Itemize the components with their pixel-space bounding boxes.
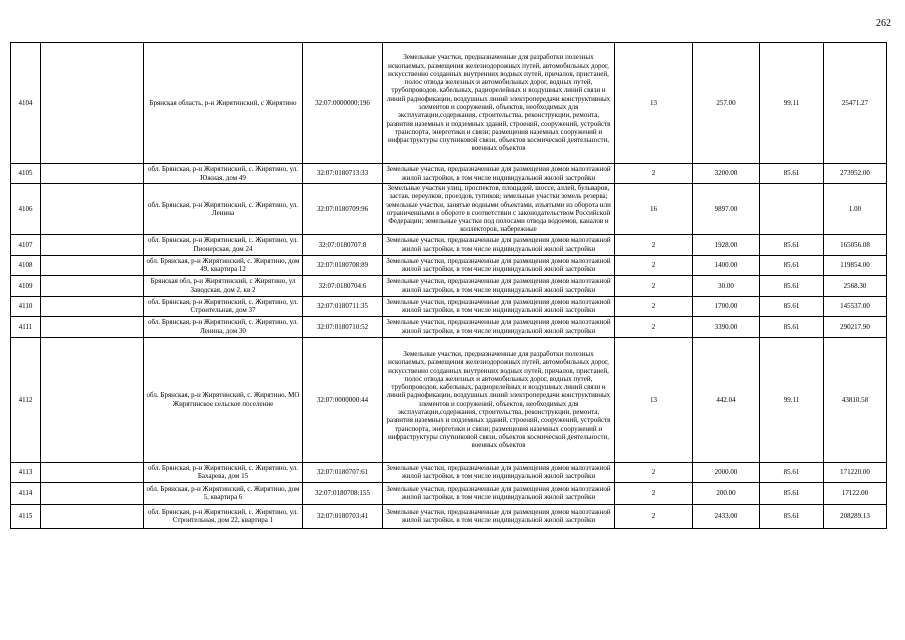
- cadastral-value-cell: 165056.08: [824, 234, 887, 255]
- table-row: [11, 164, 887, 184]
- land-use-description-cell: Земельные участки, предназначенные для размещения домов малоэтажной жилой застройки, в том числе индивидуальной жилой застройки: [383, 504, 615, 528]
- cadastral-value-cell: 171220.00: [824, 462, 887, 482]
- row-number: 4115: [11, 504, 41, 528]
- land-use-code-cell: 2: [615, 504, 693, 528]
- table-row: [11, 234, 887, 255]
- address-cell: обл. Брянская, р-н Жирятинский, с. Жирятино, ул. Ленина: [144, 184, 303, 235]
- land-use-code-cell: 2: [615, 234, 693, 255]
- rate-cell: 85.61: [760, 316, 824, 337]
- land-plots-table: [10, 42, 887, 529]
- rate-cell: 85.61: [760, 164, 824, 184]
- area-cell: 3390.00: [693, 316, 760, 337]
- rate-cell: 85.61: [760, 255, 824, 275]
- cadastral-value-cell: 145537.00: [824, 296, 887, 316]
- blank-cell: [41, 255, 144, 275]
- area-cell: 2433.00: [693, 504, 760, 528]
- cadastral-number-cell: 32:07:0000000:196: [303, 43, 383, 164]
- cadastral-number-cell: 32:07:0180707:61: [303, 462, 383, 482]
- rate-cell: 99.11: [760, 43, 824, 164]
- cadastral-number-cell: 32:07:0180710:52: [303, 316, 383, 337]
- area-cell: 2000.00: [693, 462, 760, 482]
- table-row: [11, 275, 887, 296]
- row-number: 4108: [11, 255, 41, 275]
- cadastral-number-cell: 32:07:0180708:89: [303, 255, 383, 275]
- row-number: 4105: [11, 164, 41, 184]
- table-row: [11, 482, 887, 504]
- land-use-code-cell: 2: [615, 164, 693, 184]
- row-number: 4110: [11, 296, 41, 316]
- area-cell: 3200.00: [693, 164, 760, 184]
- row-number: 4106: [11, 184, 41, 235]
- address-cell: обл. Брянская, р-н Жирятинский, с. Жирятино, дом 49, квартира 12: [144, 255, 303, 275]
- row-number: 4104: [11, 43, 41, 164]
- land-use-description-cell: Земельные участки улиц, проспектов, площадей, шоссе, аллей, бульваров, застав, переулков, проездов, тупиков; земельные участки земель резерва; земельные участки, занятые водными объектами, изъятыми из оборота или ограниченными в обороте в соответствии с законодательством Российской Федерации; земельные участки под полосами отвода водоемов, каналов и коллекторов, набережные: [383, 184, 615, 235]
- land-use-code-cell: 2: [615, 462, 693, 482]
- row-number: 4109: [11, 275, 41, 296]
- table-row: [11, 296, 887, 316]
- rate-cell: 85.61: [760, 234, 824, 255]
- area-cell: 1928.00: [693, 234, 760, 255]
- land-use-description-cell: Земельные участки, предназначенные для разработки полезных ископаемых, размещения железнодорожных путей, автомобильных дорог, искусственно созданных внутренних водных путей, причалов, пристаней, полос отвода железных и автомобильных дорог, водных путей, трубопроводов, кабельных, радиорелейных и воздушных линий связи и линий радиофикации, воздушных линий электропередачи конструктивных элементов и сооружений, объектов, необходимых для эксплуатации,содержания, строительства, реконструкции, ремонта, развития наземных и подземных зданий, строений, сооружений, устройств транспорта, энергетики и связи; размещения наземных сооружений и инфраструктуры спутниковой связи, объектов космической деятельности, военных объектов: [383, 337, 615, 462]
- land-use-description-cell: Земельные участки, предназначенные для размещения домов малоэтажной жилой застройки, в том числе индивидуальной жилой застройки: [383, 275, 615, 296]
- land-use-description-cell: Земельные участки, предназначенные для размещения домов малоэтажной жилой застройки, в том числе индивидуальной жилой застройки: [383, 316, 615, 337]
- cadastral-value-cell: 119854.00: [824, 255, 887, 275]
- blank-cell: [41, 337, 144, 462]
- cadastral-number-cell: 32:07:0000000:44: [303, 337, 383, 462]
- cadastral-number-cell: 32:07:0180703:41: [303, 504, 383, 528]
- address-cell: обл. Брянская, р-н Жирятинский, с. Жирятино, ул. Южная, дом 49: [144, 164, 303, 184]
- table-row: [11, 504, 887, 528]
- area-cell: 9897.00: [693, 184, 760, 235]
- cadastral-number-cell: 32:07:0180708:155: [303, 482, 383, 504]
- cadastral-value-cell: 43810.58: [824, 337, 887, 462]
- page-number: 262: [876, 18, 891, 29]
- blank-cell: [41, 482, 144, 504]
- cadastral-number-cell: 32:07:0180707:8: [303, 234, 383, 255]
- row-number: 4113: [11, 462, 41, 482]
- land-use-code-cell: 13: [615, 43, 693, 164]
- area-cell: 1700.00: [693, 296, 760, 316]
- cadastral-value-cell: 273952.00: [824, 164, 887, 184]
- rate-cell: 85.61: [760, 462, 824, 482]
- area-cell: 257.00: [693, 43, 760, 164]
- land-use-description-cell: Земельные участки, предназначенные для разработки полезных ископаемых, размещения железнодорожных путей, автомобильных дорог, искусственно созданных внутренних водных путей, причалов, пристаней, полос отвода железных и автомобильных дорог, водных путей, трубопроводов, кабельных, радиорелейных и воздушных линий связи и линий радиофикации, воздушных линий электропередачи конструктивных элементов и сооружений, объектов, необходимых для эксплуатации,содержания, строительства, реконструкции, ремонта, развития наземных и подземных зданий, строений, сооружений, устройств транспорта, энергетики и связи; размещения наземных сооружений и инфраструктуры спутниковой связи, объектов космической деятельности, военных объектов: [383, 43, 615, 164]
- cadastral-number-cell: 32:07:0180704:6: [303, 275, 383, 296]
- row-number: 4114: [11, 482, 41, 504]
- rate-cell: 85.61: [760, 296, 824, 316]
- land-use-code-cell: 2: [615, 316, 693, 337]
- land-use-description-cell: Земельные участки, предназначенные для размещения домов малоэтажной жилой застройки, в том числе индивидуальной жилой застройки: [383, 234, 615, 255]
- rate-cell: 85.61: [760, 504, 824, 528]
- row-number: 4112: [11, 337, 41, 462]
- address-cell: обл. Брянская, р-н Жирятинский, с. Жирятино, ул. Ленина, дом 30: [144, 316, 303, 337]
- address-cell: обл. Брянская, р-н Жирятинский, с. Жирятино, ул. Пионерская, дом 24: [144, 234, 303, 255]
- cadastral-number-cell: 32:07:0180713:33: [303, 164, 383, 184]
- rate-cell: [760, 184, 824, 235]
- cadastral-value-cell: 208289.13: [824, 504, 887, 528]
- land-use-description-cell: Земельные участки, предназначенные для размещения домов малоэтажной жилой застройки, в том числе индивидуальной жилой застройки: [383, 296, 615, 316]
- land-use-description-cell: Земельные участки, предназначенные для размещения домов малоэтажной жилой застройки, в том числе индивидуальной жилой застройки: [383, 462, 615, 482]
- land-use-code-cell: 2: [615, 255, 693, 275]
- table-row: [11, 316, 887, 337]
- cadastral-value-cell: 1.00: [824, 184, 887, 235]
- table-row: [11, 462, 887, 482]
- blank-cell: [41, 164, 144, 184]
- table-row: [11, 337, 887, 462]
- blank-cell: [41, 234, 144, 255]
- land-use-code-cell: 2: [615, 296, 693, 316]
- cadastral-value-cell: 290217.90: [824, 316, 887, 337]
- area-cell: 30.00: [693, 275, 760, 296]
- cadastral-value-cell: 17122.00: [824, 482, 887, 504]
- land-use-code-cell: 2: [615, 482, 693, 504]
- table-row: [11, 43, 887, 164]
- blank-cell: [41, 462, 144, 482]
- rate-cell: 85.61: [760, 482, 824, 504]
- cadastral-value-cell: 2568.30: [824, 275, 887, 296]
- address-cell: Брянская обл, р-н Жирятинский, с Жирятино, ул Заводская, дом 2, кв 2: [144, 275, 303, 296]
- address-cell: Брянская область, р-н Жирятинский, с Жирятино: [144, 43, 303, 164]
- blank-cell: [41, 504, 144, 528]
- blank-cell: [41, 43, 144, 164]
- blank-cell: [41, 296, 144, 316]
- blank-cell: [41, 184, 144, 235]
- address-cell: обл. Брянская, р-н Жирятинский, с. Жирятино, ул. Бахарева, дом 15: [144, 462, 303, 482]
- cadastral-value-cell: 25471.27: [824, 43, 887, 164]
- address-cell: обл. Брянская, р-н Жирятинский, с. Жирятино, ул. Строительная, дом 22, квартира 1: [144, 504, 303, 528]
- land-use-description-cell: Земельные участки, предназначенные для размещения домов малоэтажной жилой застройки, в том числе индивидуальной жилой застройки: [383, 164, 615, 184]
- rate-cell: 85.61: [760, 275, 824, 296]
- land-use-code-cell: 2: [615, 275, 693, 296]
- rate-cell: 99.11: [760, 337, 824, 462]
- row-number: 4107: [11, 234, 41, 255]
- table-row: [11, 255, 887, 275]
- address-cell: обл. Брянская, р-н Жирятинский, с. Жирятино, ул. Строительная, дом 37: [144, 296, 303, 316]
- land-use-code-cell: 16: [615, 184, 693, 235]
- land-use-description-cell: Земельные участки, предназначенные для размещения домов малоэтажной жилой застройки, в том числе индивидуальной жилой застройки: [383, 255, 615, 275]
- area-cell: 1400.00: [693, 255, 760, 275]
- blank-cell: [41, 316, 144, 337]
- cadastral-number-cell: 32:07:0180711:35: [303, 296, 383, 316]
- area-cell: 200.00: [693, 482, 760, 504]
- address-cell: обл. Брянская, р-н Жирятинский, с. Жирятино, дом 5, квартира 6: [144, 482, 303, 504]
- row-number: 4111: [11, 316, 41, 337]
- cadastral-number-cell: 32:07:0180709:96: [303, 184, 383, 235]
- land-use-description-cell: Земельные участки, предназначенные для размещения домов малоэтажной жилой застройки, в том числе индивидуальной жилой застройки: [383, 482, 615, 504]
- blank-cell: [41, 275, 144, 296]
- area-cell: 442.04: [693, 337, 760, 462]
- address-cell: обл. Брянская, р-н Жирятинский, с. Жирятино, МО Жирятинское сельское поселение: [144, 337, 303, 462]
- land-use-code-cell: 13: [615, 337, 693, 462]
- table-row: [11, 184, 887, 235]
